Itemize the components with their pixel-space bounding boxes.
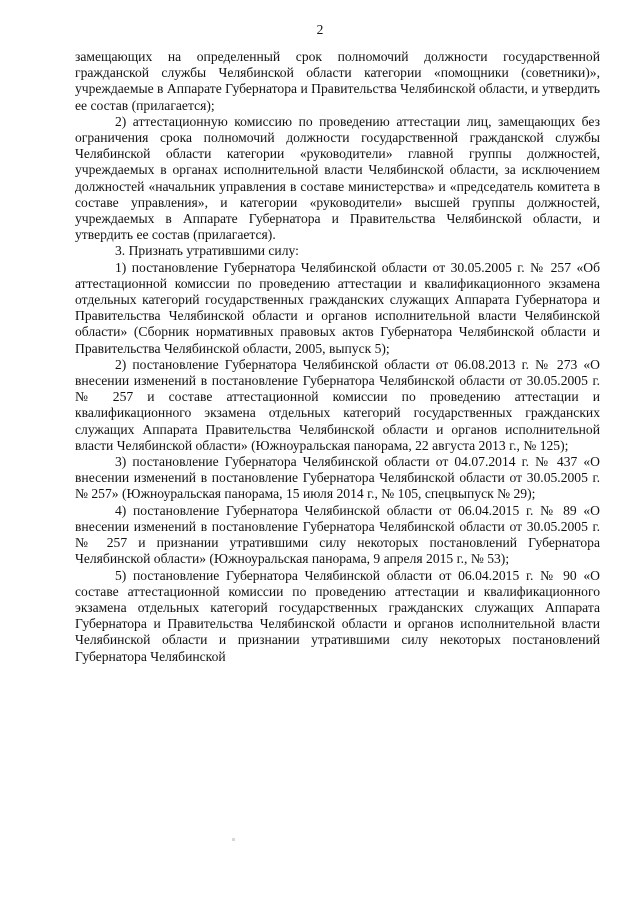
page-number: 2 — [316, 22, 324, 37]
paragraph-item-2-commission: 2) аттестационную комиссию по проведению аттестации лиц, замещающих без ограничения срока полномочий должности государственной гражданской службы Челябинской области категории «руководители» главной группы должностей, учреждаемых в органах исполнительной власти Челябинской области, за исключением должностей «начальник управления в составе министерства» и «председатель комитета в составе управления», и категории «руководители» высшей группы должностей, учреждаемых в Аппарате Губернатора и Правительства Челябинской области, и утвердить ее состав (прилагается). — [75, 113, 600, 243]
paragraph-repeal-item-5: 5) постановление Губернатора Челябинской области от 06.04.2015 г. № 90 «О составе аттестационной комиссии по проведению аттестации и квалификационного экзамена отдельных категорий государственных гражданских служащих Аппарата Губернатора и Правительства Челябинской области и органов исполнительной власти Челябинской области и признании утратившими силу некоторых постановлений Губернатора Челябинской — [75, 567, 600, 664]
paragraph-repeal-item-3: 3) постановление Губернатора Челябинской области от 04.07.2014 г. № 437 «О внесении изменений в постановление Губернатора Челябинской области от 30.05.2005 г. № 257» (Южноуральская панорама, 15 июля 2014 г., № 105, спецвыпуск № 29); — [75, 454, 600, 502]
paragraph-continuation: замещающих на определенный срок полномочий должности государственной гражданской службы Челябинской области категории «помощники (советники)», учреждаемые в Аппарате Губернатора и Правительства Челябинской области, и утвердить ее состав (прилагается); — [75, 49, 600, 113]
document-body — [75, 49, 600, 665]
paragraph-section-3-heading: 3. Признать утратившими силу: — [115, 243, 299, 259]
paragraph-repeal-item-2: 2) постановление Губернатора Челябинской области от 06.08.2013 г. № 273 «О внесении изменений в постановление Губернатора Челябинской области от 30.05.2005 г. № 257 и составе аттестационной комиссии по проведению аттестации и квалификационного экзамена отдельных категорий государственных гражданских служащих Аппарата Правительства Челябинской области и органов исполнительной власти Челябинской области» (Южноуральская панорама, 22 августа 2013 г., № 125); — [75, 356, 600, 453]
scan-artifact-mark — [232, 838, 235, 841]
paragraph-repeal-item-4: 4) постановление Губернатора Челябинской области от 06.04.2015 г. № 89 «О внесении изменений в постановление Губернатора Челябинской области от 30.05.2005 г. № 257 и признании утратившими силу некоторых постановлений Губернатора Челябинской области» (Южноуральская панорама, 9 апреля 2015 г., № 53); — [75, 502, 600, 567]
paragraph-repeal-item-1: 1) постановление Губернатора Челябинской области от 30.05.2005 г. № 257 «Об аттестационной комиссии по проведению аттестации и квалификационного экзамена отдельных категорий государственных гражданских служащих Аппарата Губернатора и Правительства Челябинской области и органов исполнительной власти Челябинской области» (Сборник нормативных правовых актов Губернатора Челябинской области и Правительства Челябинской области, 2005, выпуск 5); — [75, 259, 600, 356]
